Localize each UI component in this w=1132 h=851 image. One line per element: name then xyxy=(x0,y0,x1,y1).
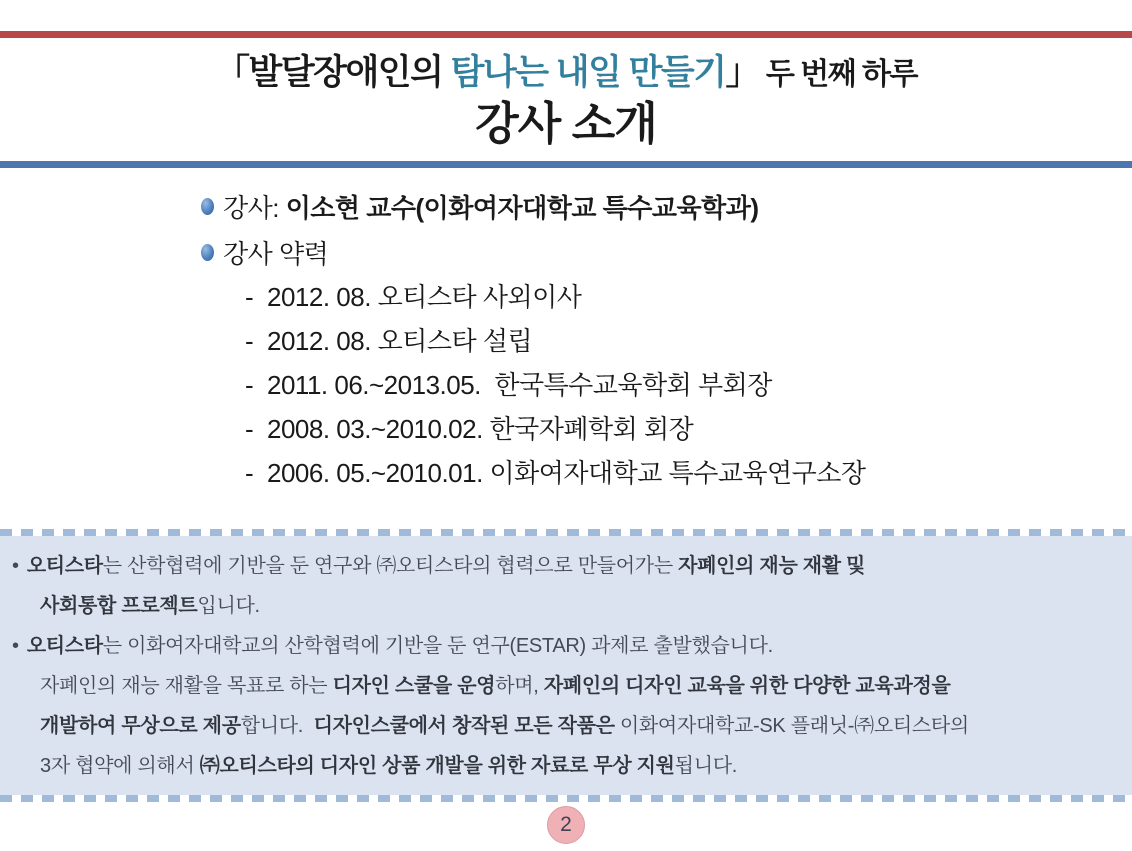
lecturer-text xyxy=(223,188,759,225)
text-run: 됩니다. xyxy=(674,755,737,777)
text-run: 자폐인의 재능 재활을 목표로 하는 xyxy=(40,675,333,697)
career-item-text: 2012. 08. 오티스타 설립 xyxy=(267,326,533,356)
dash-bullet-icon: - xyxy=(245,458,254,488)
career-sublist xyxy=(245,275,866,495)
dashed-border-top xyxy=(0,529,1132,536)
text-run: 디자인 스쿨을 운영 xyxy=(332,675,496,697)
dash-bullet-icon: - xyxy=(245,370,254,400)
info-line xyxy=(12,706,1116,746)
text-run: 는 이화여자대학교의 산학협력에 기반을 둔 연구(ESTAR) 과제로 출발했습니다. xyxy=(102,635,773,657)
text-run: 개발하여 무상으로 제공 xyxy=(40,715,241,737)
title-bracket-close: 」 xyxy=(725,53,760,92)
lecturer-name: 이소현 교수(이화여자대학교 특수교육학과) xyxy=(285,192,759,223)
text-run: 사회통합 프로젝트 xyxy=(40,595,198,617)
top-red-rule xyxy=(0,31,1132,38)
content-area xyxy=(201,183,866,495)
divider-blue-rule xyxy=(0,161,1132,168)
text-run: 강사: xyxy=(223,192,286,223)
info-box-body xyxy=(0,536,1132,795)
info-box xyxy=(0,529,1132,802)
dashed-border-bottom xyxy=(0,795,1132,802)
career-label: 강사 약력 xyxy=(223,238,329,269)
info-line xyxy=(12,746,1116,786)
text-run: 는 산학협력에 기반을 둔 연구와 ㈜오티스타의 협력으로 만들어가는 xyxy=(102,555,679,577)
info-line xyxy=(12,626,1116,666)
career-item xyxy=(245,451,866,495)
bullet-icon xyxy=(201,244,214,261)
text-run: 이화여자대학교-SK 플래닛-㈜오티스타의 xyxy=(619,715,969,737)
career-item xyxy=(245,363,866,407)
text-run: 자폐인의 디자인 교육을 위한 다양한 교육과정을 xyxy=(543,675,951,697)
career-item-text: 2006. 05.~2010.01. 이화여자대학교 특수교육연구소장 xyxy=(267,458,866,488)
career-item xyxy=(245,407,866,451)
bullet-dot-icon: • xyxy=(12,635,19,657)
dash-bullet-icon: - xyxy=(245,326,254,356)
info-line xyxy=(12,586,1116,626)
text-run: 디자인스쿨에서 창작된 모든 작품은 xyxy=(313,715,620,737)
bullet-icon xyxy=(201,198,214,215)
career-item xyxy=(245,275,866,319)
career-item-text: 2012. 08. 오티스타 사외이사 xyxy=(267,282,582,312)
page-number-badge xyxy=(547,806,585,844)
dash-bullet-icon: - xyxy=(245,414,254,444)
text-run: 합니다. xyxy=(240,715,314,737)
text-run: 입니다. xyxy=(197,595,260,617)
info-line xyxy=(12,666,1116,706)
list-item-lecturer xyxy=(201,183,866,229)
text-run: 하며, xyxy=(495,675,544,697)
slide-title xyxy=(0,50,1132,97)
list-item-career xyxy=(201,229,866,275)
career-item-text: 2011. 06.~2013.05. 한국특수교육학회 부회장 xyxy=(267,370,772,400)
page-number: 2 xyxy=(560,813,572,836)
slide-title-block xyxy=(0,50,1132,150)
text-run: 오티스타 xyxy=(26,555,103,577)
title-prefix: 「발달장애인의 xyxy=(215,53,451,92)
bullet-dot-icon: • xyxy=(12,555,19,577)
dash-bullet-icon: - xyxy=(245,282,254,312)
info-line xyxy=(12,546,1116,586)
text-run: 3자 협약에 의해서 xyxy=(40,755,200,777)
career-item xyxy=(245,319,866,363)
title-suffix: 두 번째 하루 xyxy=(759,58,917,91)
text-run: ㈜오티스타의 디자인 상품 개발을 위한 자료로 무상 지원 xyxy=(199,755,675,777)
text-run: 오티스타 xyxy=(26,635,103,657)
career-item-text: 2008. 03.~2010.02. 한국자폐학회 회장 xyxy=(267,414,694,444)
text-run: 자폐인의 재능 재활 및 xyxy=(678,555,866,577)
title-highlight: 탐나는 내일 만들기 xyxy=(450,53,726,92)
slide-subtitle: 강사 소개 xyxy=(475,98,657,149)
